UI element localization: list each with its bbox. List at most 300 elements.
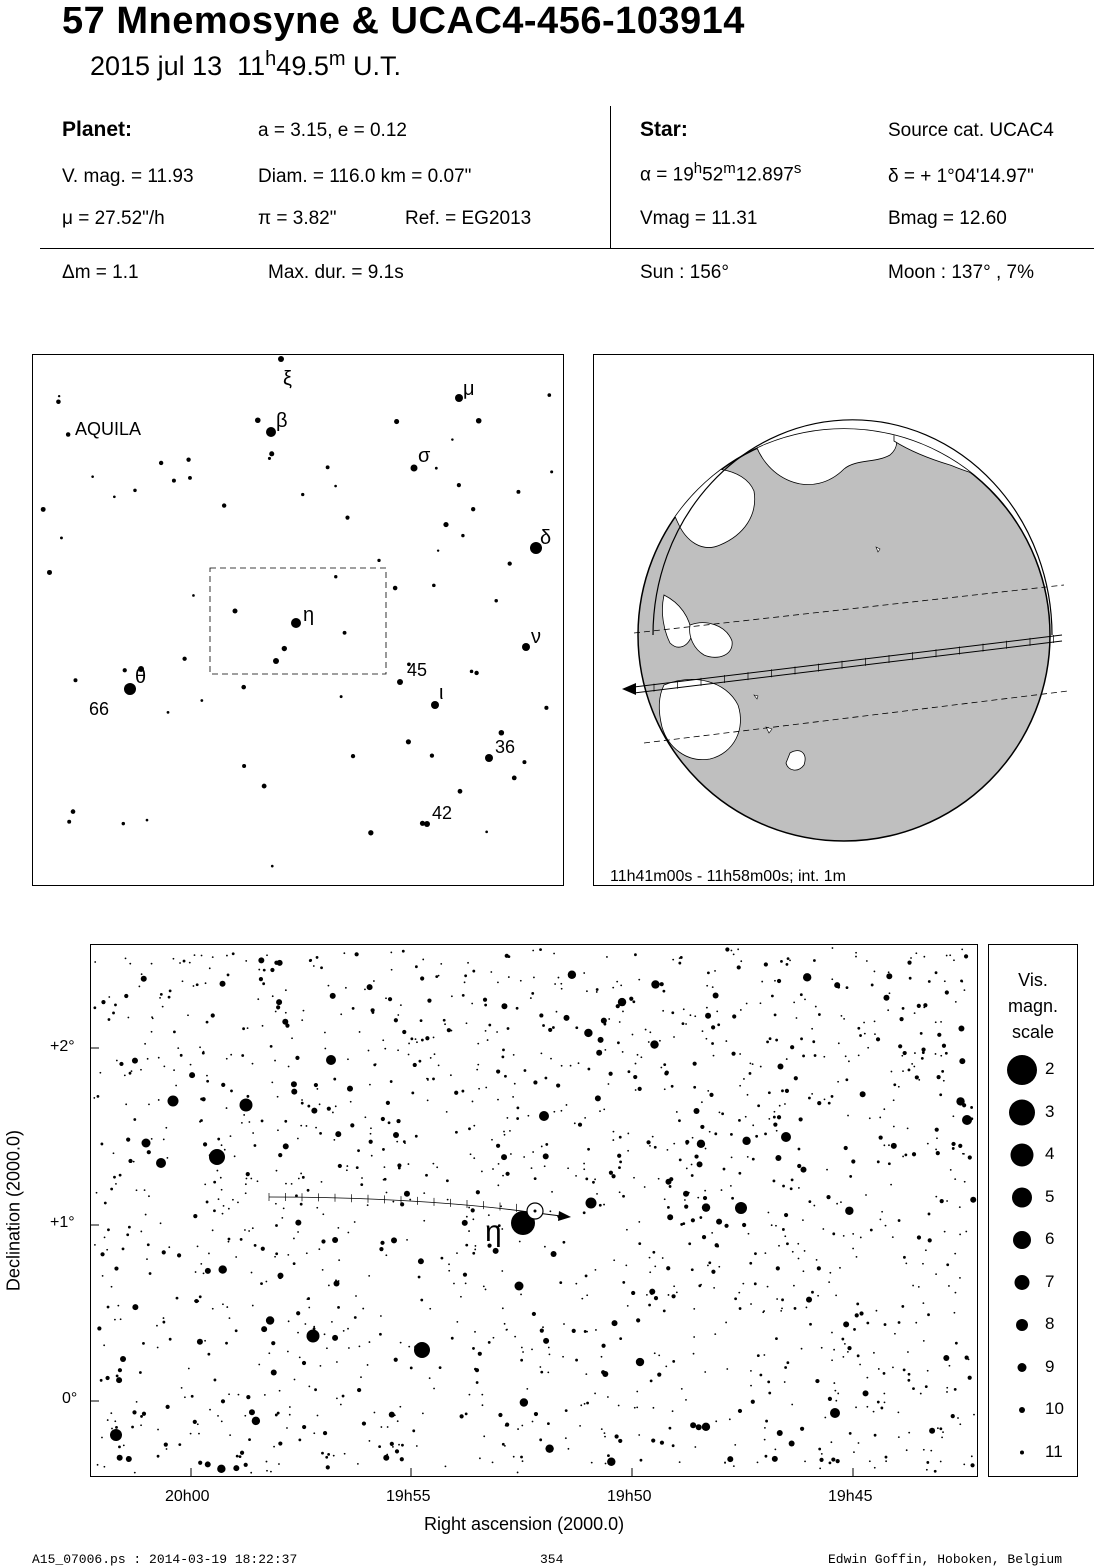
detail-field-star [612, 987, 614, 989]
detail-field-star [567, 1167, 569, 1169]
detail-field-star [289, 1406, 291, 1408]
detail-field-star [355, 1295, 357, 1297]
asteroid-center [534, 1210, 537, 1213]
detail-field-star [207, 1353, 210, 1356]
detail-field-star [774, 1111, 776, 1113]
detail-field-star [855, 1406, 857, 1408]
detail-field-star [964, 954, 968, 958]
detail-field-star [859, 1034, 862, 1037]
detail-field-star [952, 1147, 955, 1150]
detail-field-star [666, 1266, 670, 1270]
finder-field-star [544, 706, 548, 710]
detail-field-star [595, 1329, 597, 1331]
detail-field-star [246, 1395, 250, 1399]
detail-field-star [338, 1280, 340, 1282]
detail-field-star [968, 1155, 972, 1159]
x-tick-19h50: 19h50 [607, 1488, 652, 1505]
detail-field-star [855, 956, 857, 958]
detail-field-star [553, 1111, 555, 1113]
detail-field-star [168, 1246, 170, 1248]
detail-field-star [295, 1220, 301, 1226]
detail-field-star [777, 979, 781, 983]
detail-field-star [360, 1376, 362, 1378]
detail-field-star [826, 1169, 828, 1171]
detail-field-star [531, 992, 534, 995]
detail-field-star [314, 1388, 317, 1391]
detail-field-star [903, 1051, 907, 1055]
detail-field-star [258, 957, 264, 963]
detail-field-star [622, 1281, 625, 1284]
detail-field-star [476, 1190, 480, 1194]
detail-field-star [657, 1373, 661, 1377]
detail-field-star [954, 1388, 957, 1391]
detail-field-star [435, 975, 438, 978]
detail-field-star [277, 960, 283, 966]
detail-bright-star [735, 1202, 747, 1214]
detail-field-star [427, 999, 431, 1003]
detail-field-star [288, 1066, 290, 1068]
detail-field-star [116, 1377, 122, 1383]
detail-field-star [244, 1463, 248, 1467]
detail-field-star [814, 1054, 817, 1057]
detail-field-star [147, 1058, 149, 1060]
detail-field-star [747, 1094, 749, 1096]
detail-field-star [562, 1356, 564, 1358]
detail-field-star [343, 952, 345, 954]
finder-field-star [268, 457, 271, 460]
detail-field-star [912, 1387, 915, 1390]
detail-field-star [819, 1458, 823, 1462]
detail-field-star [348, 1347, 350, 1349]
detail-field-star [520, 1398, 528, 1406]
detail-field-star [765, 1455, 768, 1458]
detail-field-star [128, 1226, 131, 1229]
detail-field-star [433, 1388, 435, 1390]
detail-field-star [492, 1461, 494, 1463]
detail-field-star [886, 973, 892, 979]
detail-field-star [581, 1298, 583, 1300]
detail-field-star [925, 1385, 928, 1388]
detail-field-star [158, 1099, 160, 1101]
detail-field-star [800, 1037, 803, 1040]
finder-field-star [58, 395, 60, 397]
detail-field-star [922, 1263, 924, 1265]
detail-field-star [556, 1083, 560, 1087]
y-tick-0: 0° [62, 1390, 78, 1407]
detail-field-star [776, 1298, 778, 1300]
detail-field-star [440, 963, 442, 965]
detail-field-star [455, 1131, 458, 1134]
detail-field-star [504, 1075, 507, 1078]
detail-field-star [448, 1270, 450, 1272]
detail-field-star [902, 1070, 904, 1072]
detail-field-star [287, 1351, 289, 1353]
detail-field-star [197, 1339, 203, 1345]
detail-field-star [660, 982, 664, 986]
detail-field-star [273, 1446, 275, 1448]
detail-field-star [304, 1323, 306, 1325]
finder-field-star [146, 819, 149, 822]
detail-field-star [885, 1460, 887, 1462]
detail-field-star [160, 1222, 162, 1224]
planet-motion: μ = 27.52"/h [62, 208, 165, 229]
detail-field-star [586, 1294, 588, 1296]
detail-field-star [902, 1007, 905, 1010]
detail-field-star [247, 1027, 249, 1029]
detail-field-star [838, 1042, 840, 1044]
finder-field-star [432, 584, 436, 588]
detail-field-star [355, 952, 359, 956]
detail-field-star [659, 1040, 661, 1042]
detail-field-star [350, 1123, 354, 1127]
detail-field-star [362, 1308, 364, 1310]
detail-field-star [835, 1400, 837, 1402]
detail-field-star [586, 990, 588, 992]
detail-field-star [917, 1235, 921, 1239]
detail-field-star [485, 1289, 487, 1291]
detail-field-star [654, 1265, 656, 1267]
detail-field-star [235, 1256, 237, 1258]
detail-field-star [832, 1232, 835, 1235]
detail-field-star [105, 1376, 109, 1380]
detail-field-star [257, 998, 259, 1000]
detail-field-star [226, 955, 228, 957]
detail-field-star [757, 1104, 760, 1107]
detail-field-star [157, 1347, 159, 1349]
detail-field-star [944, 1231, 946, 1233]
detail-field-star [116, 1374, 119, 1377]
detail-field-star [852, 1233, 854, 1235]
detail-field-star [970, 1106, 973, 1109]
detail-field-star [664, 1088, 666, 1090]
detail-field-star [501, 1270, 503, 1272]
detail-field-star [306, 1252, 308, 1254]
detail-field-star [297, 1332, 299, 1334]
detail-field-star [561, 988, 563, 990]
detail-field-star [478, 1088, 480, 1090]
finder-field-star [71, 809, 76, 814]
detail-field-star [230, 1135, 232, 1137]
finder-field-star [508, 562, 512, 566]
detail-field-star [330, 993, 336, 999]
detail-field-star [108, 1018, 111, 1021]
detail-field-star [222, 1213, 224, 1215]
detail-field-star [476, 1069, 478, 1071]
detail-field-star [707, 971, 710, 974]
detail-field-star [402, 1030, 406, 1034]
detail-field-star [166, 1405, 170, 1409]
detail-field-star [519, 1241, 521, 1243]
detail-field-star [166, 1157, 168, 1159]
detail-field-star [884, 1323, 887, 1326]
detail-field-star [313, 1432, 315, 1434]
detail-field-star [839, 1267, 841, 1269]
detail-field-star [751, 1400, 755, 1404]
detail-field-star [100, 1379, 103, 1382]
scale-title: Vis. magn. scale [1007, 970, 1059, 1042]
detail-field-star [372, 1011, 375, 1014]
max-duration: Max. dur. = 9.1s [268, 262, 404, 283]
detail-field-star [291, 1089, 297, 1095]
detail-field-star [472, 1252, 475, 1255]
detail-field-star [208, 1253, 210, 1255]
detail-field-star [737, 948, 739, 950]
detail-field-star [124, 994, 128, 998]
detail-field-star [716, 1219, 722, 1225]
detail-field-star [279, 1390, 281, 1392]
detail-field-star [563, 1241, 566, 1244]
detail-field-star [817, 1101, 821, 1105]
detail-field-star [860, 1237, 862, 1239]
detail-field-star [217, 1415, 219, 1417]
detail-field-star [575, 1359, 578, 1362]
detail-field-star [636, 1358, 644, 1366]
label-iota: ι [439, 682, 444, 704]
detail-field-star [874, 971, 876, 973]
detail-field-star [739, 1307, 742, 1310]
detail-field-star [940, 1461, 942, 1463]
detail-field-star [298, 1438, 301, 1441]
detail-field-star [883, 1372, 886, 1375]
detail-field-star [383, 1455, 389, 1461]
detail-field-star [566, 1104, 568, 1106]
detail-field-star [776, 1130, 778, 1132]
detail-field-star [620, 985, 622, 987]
detail-field-star [473, 1125, 475, 1127]
detail-field-star [532, 1312, 536, 1316]
detail-field-star [527, 1115, 529, 1117]
detail-field-star [837, 1081, 839, 1083]
detail-field-star [604, 1432, 606, 1434]
detail-field-star [445, 1465, 447, 1467]
detail-field-star [278, 1275, 282, 1279]
detail-field-star [679, 1158, 682, 1161]
detail-field-star [408, 1163, 410, 1165]
detail-field-star [283, 1143, 289, 1149]
detail-field-star [619, 1021, 621, 1023]
detail-field-star [468, 1127, 471, 1130]
detail-field-star [385, 1254, 387, 1256]
detail-field-star [731, 1197, 734, 1200]
detail-field-star [649, 1145, 651, 1147]
detail-field-star [514, 1336, 516, 1338]
detail-field-star [907, 1379, 910, 1382]
detail-field-star [743, 1078, 745, 1080]
detail-field-star [752, 1158, 755, 1161]
detail-field-star [188, 1368, 190, 1370]
finder-field-star [443, 522, 448, 527]
detail-field-star [126, 1138, 130, 1142]
detail-field-star [672, 1444, 675, 1447]
detail-field-star [848, 1060, 850, 1062]
detail-field-star [594, 1178, 596, 1180]
detail-field-star [415, 1038, 417, 1040]
detail-field-star [716, 1011, 718, 1013]
detail-bright-star [586, 1198, 597, 1209]
detail-field-star [485, 1030, 487, 1032]
detail-field-star [369, 1140, 373, 1144]
finder-bright-star [273, 658, 279, 664]
detail-field-star [548, 1347, 550, 1349]
detail-field-star [97, 1326, 101, 1330]
detail-field-star [959, 1234, 961, 1236]
finder-field-star [430, 754, 434, 758]
detail-field-star [775, 1225, 777, 1227]
detail-field-star [595, 1269, 597, 1271]
detail-field-star [754, 1252, 757, 1255]
detail-field-star [418, 1258, 424, 1264]
detail-field-star [261, 1247, 265, 1251]
detail-field-star [465, 1282, 467, 1284]
detail-field-star [858, 1442, 860, 1444]
detail-field-star [301, 1019, 303, 1021]
detail-field-star [748, 1233, 750, 1235]
detail-field-star [534, 1177, 537, 1180]
detail-field-star [178, 1443, 181, 1446]
detail-field-star [212, 956, 214, 958]
detail-field-star [940, 1055, 942, 1057]
detail-field-star [619, 1191, 621, 1193]
detail-field-star [423, 1220, 425, 1222]
label-42: 42 [432, 803, 453, 823]
detail-field-star [110, 1188, 113, 1191]
detail-field-star [97, 1095, 100, 1098]
detail-field-star [797, 1243, 799, 1245]
detail-field-star [468, 1230, 470, 1232]
detail-field-star [694, 1015, 696, 1017]
finder-field-star [420, 821, 425, 826]
finder-bright-star [522, 643, 530, 651]
finder-field-star [394, 419, 399, 424]
detail-field-star [559, 1281, 562, 1284]
detail-field-star [902, 1156, 904, 1158]
detail-field-star [482, 1404, 484, 1406]
detail-field-star [539, 1438, 542, 1441]
detail-field-star [671, 1011, 674, 1014]
detail-field-star [950, 1169, 952, 1171]
detail-field-star [472, 970, 475, 973]
scale-dot-mag-9 [1018, 1363, 1027, 1372]
detail-field-star [502, 1049, 505, 1052]
detail-field-star [612, 1139, 614, 1141]
detail-field-star [293, 1238, 295, 1240]
detail-field-star [618, 1439, 622, 1443]
detail-field-star [307, 1105, 310, 1108]
detail-field-star [496, 1069, 500, 1073]
detail-field-star [843, 1235, 845, 1237]
detail-field-star [852, 1248, 854, 1250]
detail-field-star [607, 1458, 615, 1466]
detail-field-star [190, 1433, 192, 1435]
detail-field-star [241, 1054, 244, 1057]
detail-field-star [802, 1055, 805, 1058]
detail-field-star [804, 1250, 806, 1252]
detail-field-star [275, 1011, 277, 1013]
detail-field-star [132, 1304, 138, 1310]
detail-field-star [738, 1172, 741, 1175]
finder-field-star [522, 760, 526, 764]
detail-bright-star [781, 1132, 791, 1142]
detail-field-star [513, 1054, 515, 1056]
detail-field-star [147, 1150, 151, 1154]
detail-field-star [265, 1281, 267, 1283]
detail-field-star [367, 1204, 369, 1206]
detail-field-star [410, 1037, 413, 1040]
detail-field-star [336, 1361, 338, 1363]
detail-field-star [959, 1423, 961, 1425]
detail-field-star [572, 1329, 576, 1333]
detail-field-star [203, 1142, 207, 1146]
detail-field-star [111, 1286, 113, 1288]
detail-field-star [324, 1048, 326, 1050]
detail-field-star [676, 1111, 678, 1113]
detail-field-star [125, 957, 127, 959]
detail-field-star [627, 1305, 629, 1307]
detail-field-star [128, 1159, 132, 1163]
detail-field-star [650, 1379, 653, 1382]
detail-field-star [250, 1178, 252, 1180]
detail-field-star [937, 1075, 941, 1079]
detail-field-star [601, 1356, 603, 1358]
detail-field-star [740, 960, 742, 962]
detail-field-star [903, 1368, 906, 1371]
detail-field-star [649, 1031, 651, 1033]
detail-bright-star [515, 1282, 524, 1291]
detail-field-star [626, 1229, 628, 1231]
detail-field-star [874, 1021, 876, 1023]
detail-field-star [321, 1452, 324, 1455]
detail-field-star [928, 1238, 932, 1242]
detail-field-star [276, 1170, 278, 1172]
detail-field-star [332, 1237, 338, 1243]
detail-field-star [801, 1348, 803, 1350]
detail-field-star [229, 1317, 231, 1319]
detail-field-star [921, 1048, 925, 1052]
detail-field-star [831, 1332, 833, 1334]
x-tick-19h45: 19h45 [828, 1488, 873, 1505]
detail-field-star [654, 1296, 658, 1300]
detail-field-star [291, 1183, 293, 1185]
label-xi: ξ [283, 368, 292, 390]
detail-field-star [607, 1454, 610, 1457]
detail-field-star [922, 1302, 924, 1304]
detail-field-star [203, 1272, 205, 1274]
detail-field-star [197, 1423, 199, 1425]
detail-field-star [627, 1150, 629, 1152]
detail-field-star [819, 1467, 821, 1469]
detail-field-star [556, 1011, 558, 1013]
detail-field-star [835, 1294, 837, 1296]
detail-field-star [276, 1005, 280, 1009]
detail-field-star [534, 1412, 538, 1416]
detail-field-star [516, 1117, 519, 1120]
detail-field-star [943, 1355, 949, 1361]
detail-field-star [258, 969, 260, 971]
detail-field-star [946, 955, 948, 957]
detail-field-star [531, 1167, 533, 1169]
detail-field-star [501, 1055, 504, 1058]
detail-field-star [549, 1353, 551, 1355]
detail-field-star [936, 1151, 940, 1155]
detail-field-star [370, 1133, 372, 1135]
detail-field-star [510, 1153, 512, 1155]
detail-field-star [960, 979, 963, 982]
detail-field-star [397, 1420, 399, 1422]
detail-field-star [342, 1395, 345, 1398]
detail-field-star [390, 952, 392, 954]
detail-field-star [885, 1225, 887, 1227]
finder-field-star [60, 536, 63, 539]
